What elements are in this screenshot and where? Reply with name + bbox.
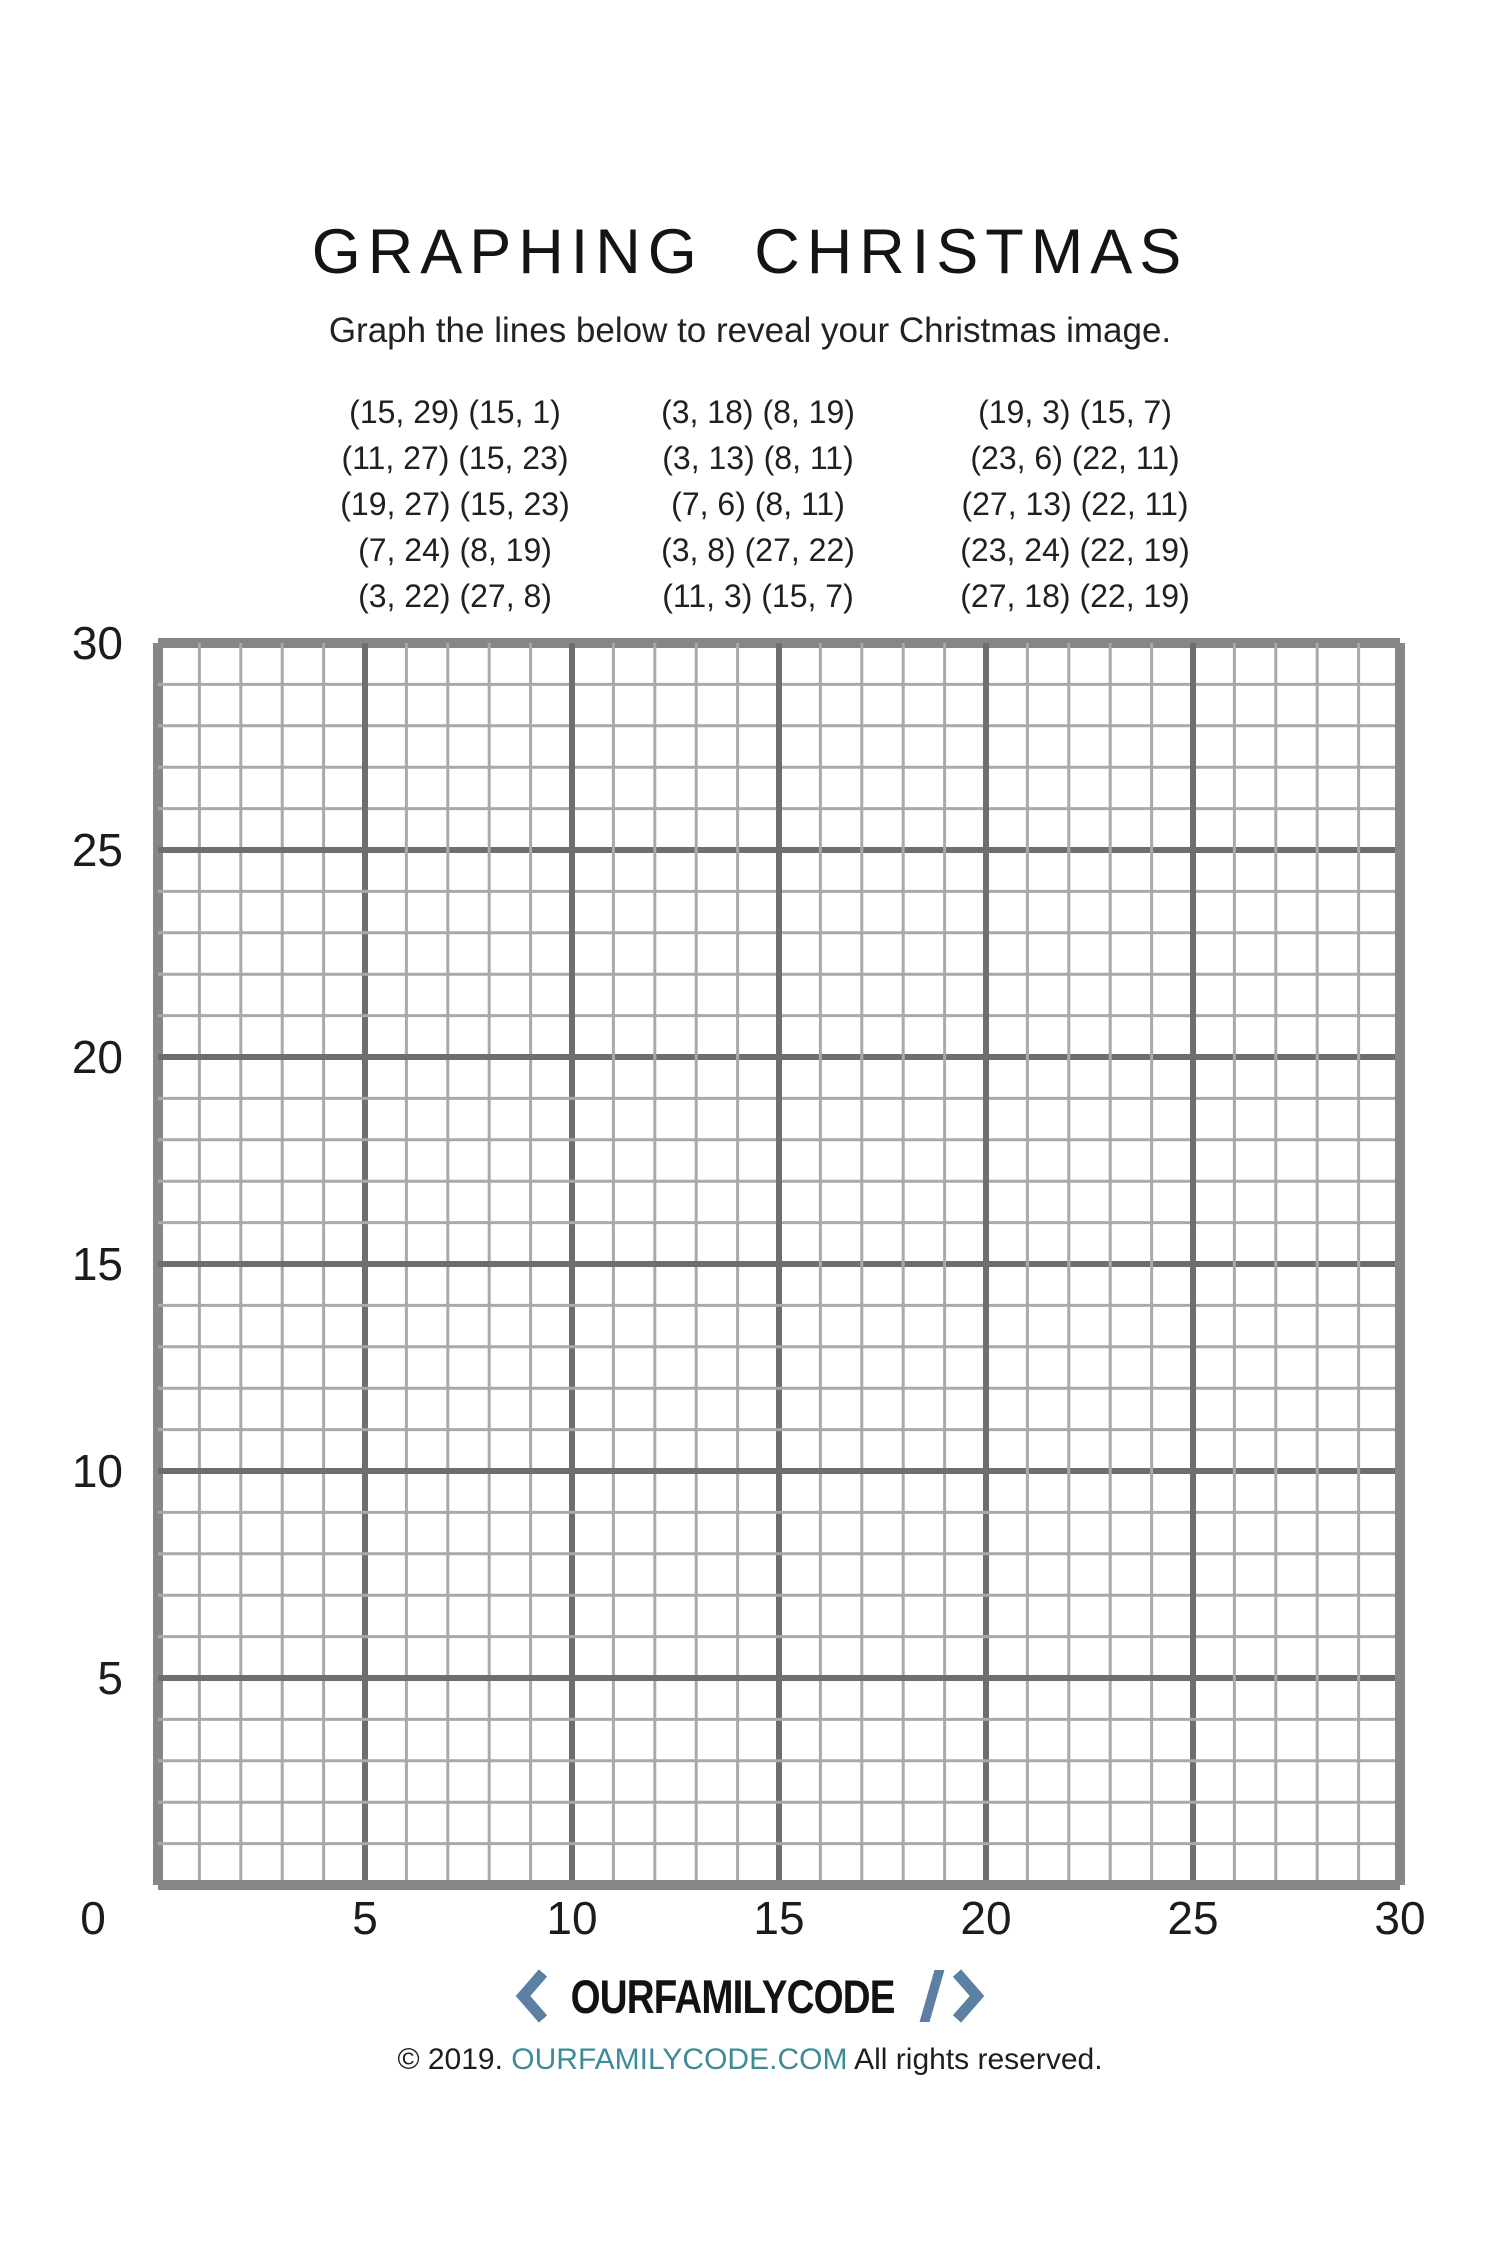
- copyright-line: [0, 2040, 1500, 2079]
- coordinate-pair: (27, 13) (22, 11): [961, 486, 1189, 522]
- coordinate-pair: (7, 6) (8, 11): [671, 486, 845, 522]
- x-tick-label: 15: [753, 1892, 805, 1944]
- coordinate-pair: (23, 24) (22, 19): [960, 532, 1190, 568]
- coordinate-pair: (19, 27) (15, 23): [340, 486, 570, 522]
- coordinate-pair: (7, 24) (8, 19): [358, 532, 552, 568]
- left-angle-bracket-icon: [515, 1968, 549, 2024]
- coordinate-pair: (23, 6) (22, 11): [970, 440, 1180, 476]
- coordinate-pair: (27, 18) (22, 19): [960, 578, 1190, 614]
- x-tick-label: 5: [352, 1892, 378, 1944]
- y-tick-label: 30: [71, 617, 123, 669]
- right-angle-bracket-icon: [951, 1968, 985, 2024]
- y-tick-label: 5: [97, 1652, 123, 1704]
- coordinate-column-1: [290, 389, 620, 619]
- y-tick-label: 25: [71, 824, 123, 876]
- x-tick-label: 20: [960, 1892, 1012, 1944]
- coordinate-grid: [153, 638, 1405, 1890]
- coordinate-pair: (15, 29) (15, 1): [349, 394, 561, 430]
- coordinate-pair: (3, 8) (27, 22): [661, 532, 855, 568]
- y-tick-label: 20: [71, 1031, 123, 1083]
- ourfamilycode-logo: [0, 1958, 1500, 2034]
- coordinate-column-3: [910, 389, 1240, 619]
- copyright-site-link[interactable]: OURFAMILYCODE.COM: [511, 2043, 848, 2076]
- x-tick-label: 30: [1374, 1892, 1426, 1944]
- copyright-suffix: All rights reserved.: [847, 2043, 1103, 2076]
- x-tick-label: 25: [1167, 1892, 1219, 1944]
- coordinate-pair: (3, 22) (27, 8): [358, 578, 552, 614]
- coordinate-pair: (3, 13) (8, 11): [662, 440, 854, 476]
- coordinate-column-2: [593, 389, 923, 619]
- x-tick-label: 10: [546, 1892, 598, 1944]
- coordinate-pair: (3, 18) (8, 19): [661, 394, 855, 430]
- coordinate-pair: (19, 3) (15, 7): [978, 394, 1172, 430]
- coordinate-pair: (11, 27) (15, 23): [341, 440, 569, 476]
- x-tick-label: 0: [80, 1892, 106, 1944]
- y-tick-label: 15: [71, 1238, 123, 1290]
- page-title: GRAPHING CHRISTMAS: [311, 217, 1189, 287]
- copyright-prefix: © 2019.: [397, 2043, 512, 2076]
- y-tick-label: 10: [71, 1445, 123, 1497]
- coordinate-pair: (11, 3) (15, 7): [662, 578, 854, 614]
- logo-text: OURFAMILYCODE: [570, 1969, 896, 2023]
- slash-icon: [919, 1970, 944, 2022]
- page-subtitle: Graph the lines below to reveal your Christmas image.: [328, 311, 1172, 350]
